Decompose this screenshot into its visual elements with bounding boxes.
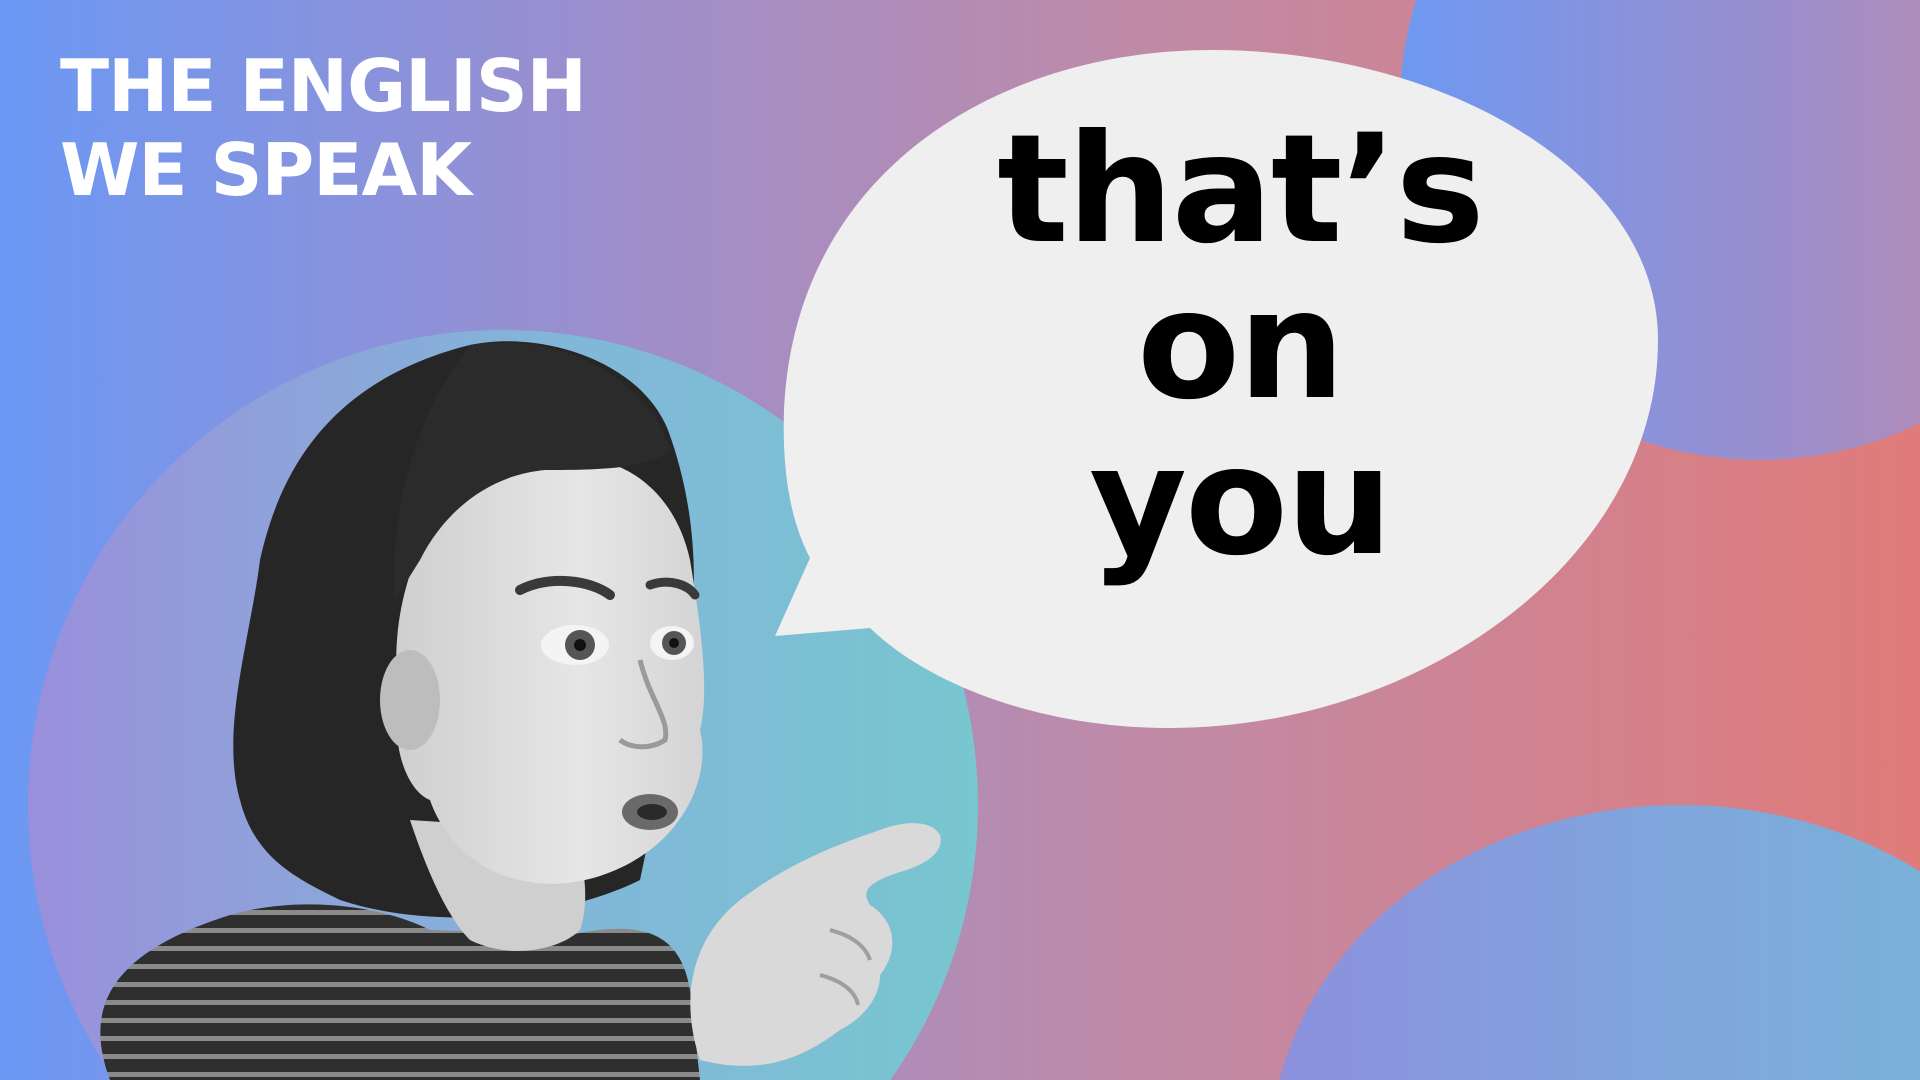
show-title-line-1: THE ENGLISH [60, 44, 586, 128]
shirt [100, 904, 700, 1080]
speech-line-2: on [1137, 259, 1343, 433]
ear [380, 650, 440, 750]
pointing-hand [690, 823, 940, 1066]
show-title-line-2: WE SPEAK [60, 128, 471, 212]
speech-line-1: that’s [997, 103, 1483, 277]
pupil-left [574, 639, 586, 651]
pupil-right [669, 638, 679, 648]
speech-line-3: you [1089, 415, 1391, 589]
mouth-inner [637, 804, 667, 820]
